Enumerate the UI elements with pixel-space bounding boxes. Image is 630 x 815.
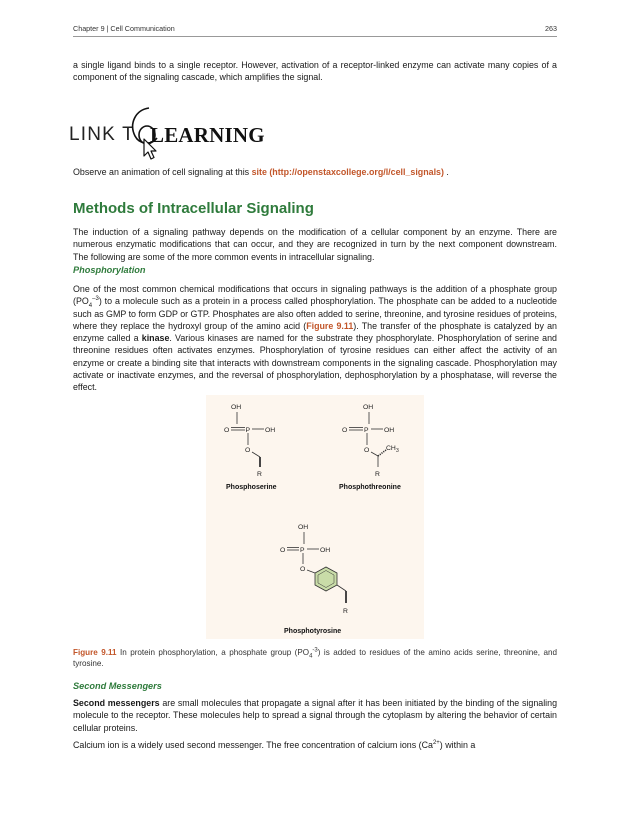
phos-sup: –3 (92, 296, 99, 303)
running-header-chapter: Chapter 9 | Cell Communication (73, 24, 175, 33)
observe-line (73, 167, 449, 177)
phos-text-3: ). The transfer of the phosphate is catalyzed by an enzyme called a (73, 320, 557, 344)
kinase-term: kinase (141, 333, 170, 344)
link-to-learning-logo (69, 102, 265, 162)
calcium-sup: 2+ (432, 740, 440, 747)
second-messengers-term: Second messengers (73, 698, 160, 708)
caption-figure-number: Figure 9.11 (73, 648, 117, 657)
atom-oh: OH (320, 547, 331, 554)
phospho-structures-diagram (206, 395, 424, 639)
atom-oh: OH (363, 404, 374, 411)
phosphoserine-structure (224, 404, 275, 478)
atom-oh: OH (298, 524, 309, 531)
atom-p: P (245, 427, 251, 434)
phos-text-2: ) to a molecule such as a protein in a process called phosphorylation. The phosphate can be added to a nucleotide such as GMP to form GDP or GTP. Phosphates are also often added to serine, threonine, and tyrosine residues of proteins, where they replace the hydroxyl group of the amino acid ( (73, 296, 557, 331)
caption-text-1: In protein phosphorylation, a phosphate group (PO (116, 648, 310, 657)
caption-text-2: ) is added to residues of the amino acids serine, threonine, and tyrosine. (73, 648, 557, 669)
phosphotyrosine-structure (280, 524, 348, 615)
learning-word: LEARNING (150, 123, 265, 147)
atom-ch3-subscript: 3 (396, 448, 399, 454)
atom-oh: OH (265, 427, 276, 434)
figure-caption (73, 647, 557, 670)
second-messengers-heading: Second Messengers (73, 681, 162, 691)
phosphothreonine-label: Phosphothreonine (339, 484, 401, 491)
second-messengers-text: are small molecules that propagate a signal after it has been initiated by the binding of the signaling molecule to the receptor. These molecules help to spread a signal through the cytoplasm by altering the behavior of certain cellular proteins. (73, 698, 558, 733)
page-number: 263 (545, 24, 557, 33)
phosphotyrosine-label: Phosphotyrosine (284, 628, 342, 635)
phosphorylation-paragraph (73, 283, 557, 394)
calcium-text-2: ) within a (439, 740, 476, 750)
atom-p: P (364, 427, 369, 434)
atom-p: P (300, 547, 305, 554)
atom-r: R (375, 471, 380, 478)
atom-r: R (257, 471, 262, 478)
atom-o: O (364, 447, 370, 454)
atom-oh: OH (384, 427, 395, 434)
phosphorylation-heading: Phosphorylation (73, 265, 146, 275)
phos-sub: 4 (88, 303, 93, 310)
cell-signals-link[interactable]: site (http://openstaxcollege.org/l/cell_signals) (251, 167, 444, 177)
observe-end: . (443, 167, 449, 177)
atom-o: O (224, 427, 230, 434)
caption-sup: -3 (312, 647, 318, 654)
atom-r: R (343, 608, 348, 615)
section-paragraph: The induction of a signaling pathway depends on the modification of a cellular component by an enzyme. There are numerous enzymatic modifications that can occur, and they are recognized in turn by the next component downstream. The following are some of the more common events in intracellular signaling. (73, 227, 557, 262)
atom-o: O (245, 447, 251, 454)
atom-ch3: CH (386, 445, 396, 452)
figure-9-11 (206, 395, 424, 639)
phos-text-1: One of the most common chemical modifications that occurs in signaling pathways is the addition of a phosphate group (PO (73, 284, 557, 307)
observe-text: Observe an animation of cell signaling at this (73, 167, 252, 177)
atom-o: O (342, 427, 348, 434)
figure-ref-link[interactable]: Figure 9.11 (306, 320, 354, 331)
phosphoserine-label: Phosphoserine (226, 484, 277, 491)
intro-paragraph: a single ligand binds to a single receptor. However, activation of a receptor-linked enzyme can activate many copies of a component of the signaling cascade, which amplifies the signal. (73, 60, 557, 83)
header-rule (73, 36, 557, 37)
calcium-paragraph (73, 739, 557, 751)
calcium-text-1: Calcium ion is a widely used second messenger. The free concentration of calcium ions (Ca (73, 740, 433, 750)
link-to-word: LINK T (69, 124, 135, 145)
second-messengers-paragraph (73, 697, 557, 734)
atom-o: O (300, 566, 306, 573)
phosphothreonine-structure (342, 404, 399, 478)
atom-o: O (280, 547, 286, 554)
phos-text-4: . Various kinases are named for the substrate they phosphorylate. Phosphorylation of serine and threonine residues often activates enzymes. Phosphorylation of tyrosine residues can either affect the activity of an enzyme or create a binding site that interacts with downstream components in the signaling cascade. Phosphorylation may activate or inactivate enzymes, and the reversal of phosphorylation, dephosphorylation by a phosphatase, will reverse the effect. (73, 333, 557, 393)
atom-oh: OH (231, 404, 242, 411)
caption-sub: 4 (309, 653, 313, 660)
section-heading: Methods of Intracellular Signaling (73, 200, 314, 217)
